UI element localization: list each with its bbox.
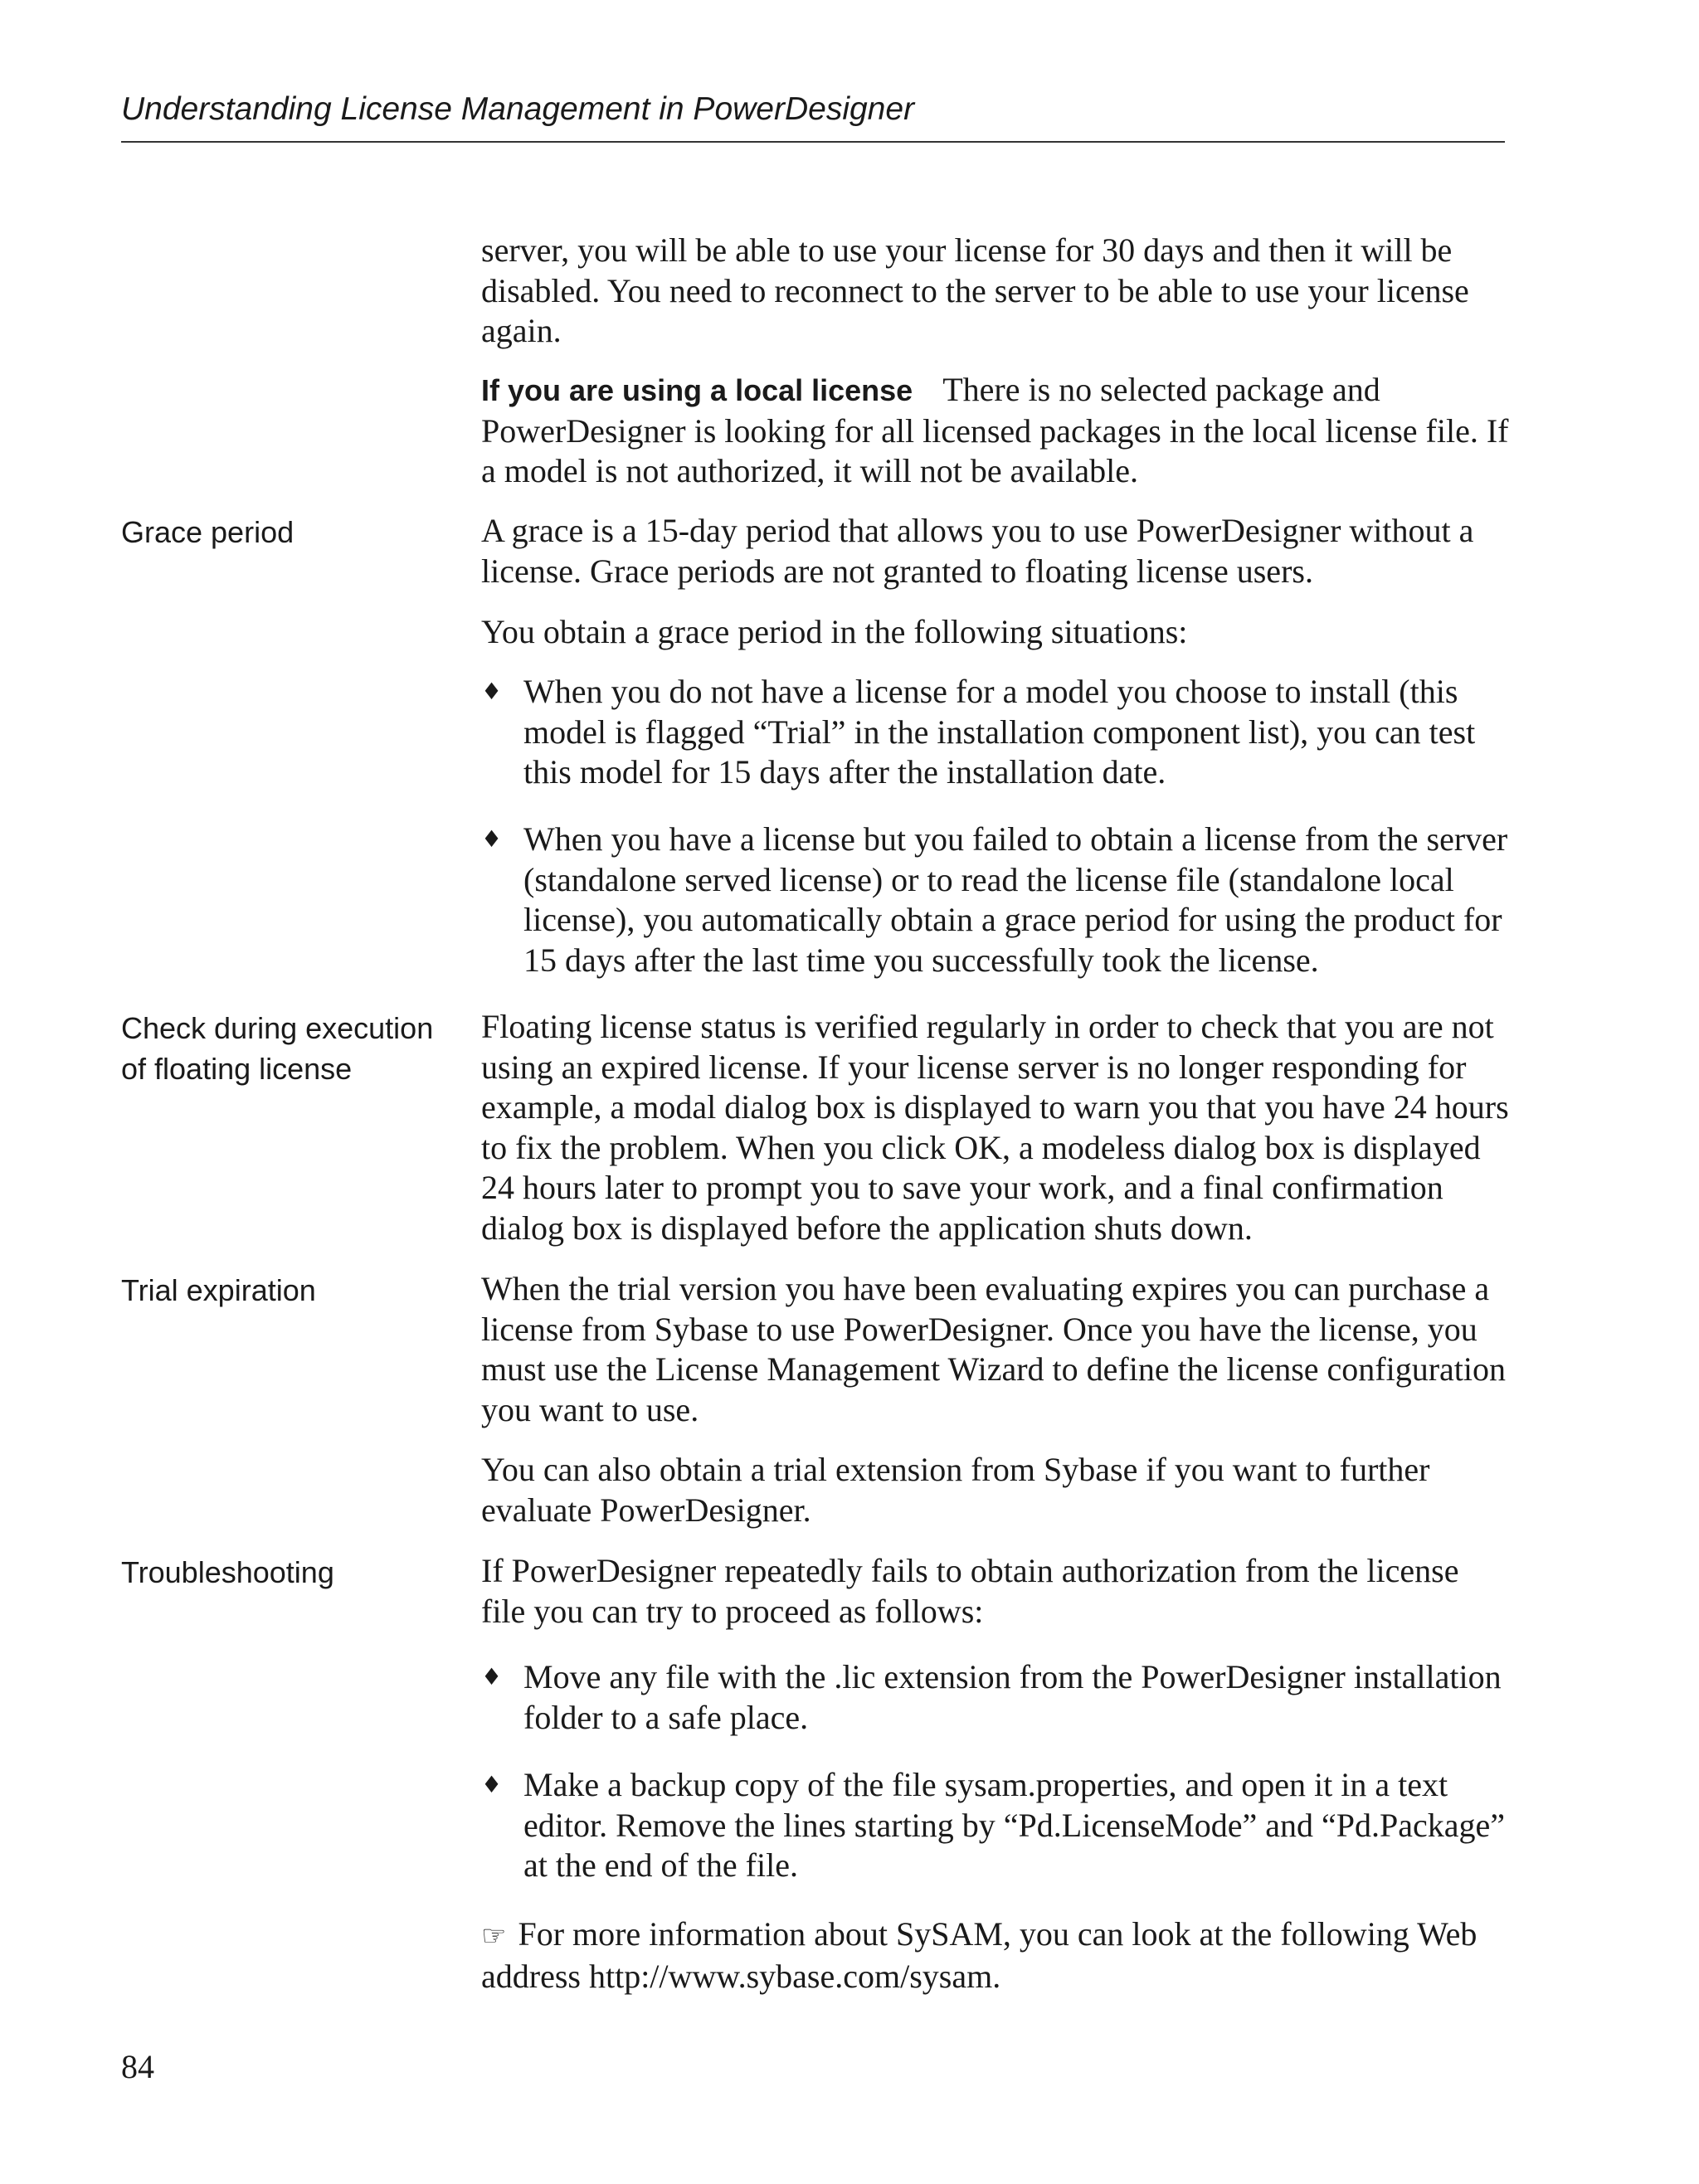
diamond-bullet-icon: ♦	[481, 1663, 503, 1690]
troubleshooting-paragraph: If PowerDesigner repeatedly fails to obtain authorization from the license file you can try to proceed as follows:	[481, 1552, 1459, 1630]
local-license-lead: If you are using a local license	[481, 373, 913, 407]
grace-period-paragraph: A grace is a 15-day period that allows you to use PowerDesigner without a license. Grace periods are not granted to floating license users.	[481, 512, 1474, 590]
local-license-text: There is no selected package and PowerDesigner is looking for all licensed packages in the local license file. If a model is not authorized, it will not be available.	[481, 371, 1509, 489]
pointing-hand-icon: ☞	[481, 1919, 507, 1953]
diamond-bullet-icon: ♦	[481, 1771, 503, 1798]
page-number: 84	[121, 2048, 154, 2085]
grace-period-situations-intro: You obtain a grace period in the following situations:	[481, 613, 1188, 650]
troubleshooting-bullet-item: ♦ Move any file with the .lic extension from the PowerDesigner installation folder to a safe place.	[481, 1658, 1502, 1736]
diamond-bullet-icon: ♦	[481, 678, 503, 705]
trial-expiration-paragraph: When the trial version you have been evaluating expires you can purchase a license from Sybase to use PowerDesigner. Once you have the license, you must use the License Management Wizard to define the license configuration you want to use.	[481, 1270, 1506, 1428]
check-execution-paragraph: Floating license status is verified regularly in order to check that you are not using an expired license. If your license server is no longer responding for example, a modal dialog box is displayed to warn you that you have 24 hours to fix the problem. When you click OK, a modeless dialog box is displayed 24 hours later to prompt you to save your work, and a final confirmation dialog box is displayed before the application shuts down.	[481, 1008, 1509, 1247]
grace-period-bullet-item: ♦ When you do not have a license for a model you choose to install (this model is flagged “Trial” in the installation component list), you can test this model for 15 days after the installation date.	[481, 673, 1476, 790]
check-execution-label: Check during execution of floating license	[121, 1011, 434, 1086]
see-also-text: For more information about SySAM, you can look at the following Web address http://www.sybase.com/sysam.	[481, 1915, 1477, 1995]
local-license-paragraph	[481, 370, 1510, 492]
intro-continuation-paragraph: server, you will be able to use your license for 30 days and then it will be disabled. You need to reconnect to the server to be able to use your license again.	[481, 231, 1469, 349]
header-rule	[121, 141, 1505, 143]
running-header: Understanding License Management in PowerDesigner	[121, 91, 915, 127]
grace-period-label: Grace period	[121, 515, 295, 549]
trial-extension-paragraph: You can also obtain a trial extension from Sybase if you want to further evaluate PowerDesigner.	[481, 1451, 1430, 1529]
troubleshooting-label: Troubleshooting	[121, 1555, 334, 1589]
troubleshooting-bullet-item: ♦ Make a backup copy of the file sysam.properties, and open it in a text editor. Remove the lines starting by “Pd.LicenseMode” and “Pd.Package” at the end of the file.	[481, 1766, 1506, 1884]
grace-period-bullet-item: ♦ When you have a license but you failed to obtain a license from the server (standalone served license) or to read the license file (standalone local license), you automatically obtain a grace period for using the product for 15 days after the last time you successfully took the license.	[481, 820, 1508, 979]
see-also-paragraph	[481, 1914, 1510, 1997]
diamond-bullet-icon: ♦	[481, 825, 503, 853]
trial-expiration-label: Trial expiration	[121, 1273, 316, 1307]
